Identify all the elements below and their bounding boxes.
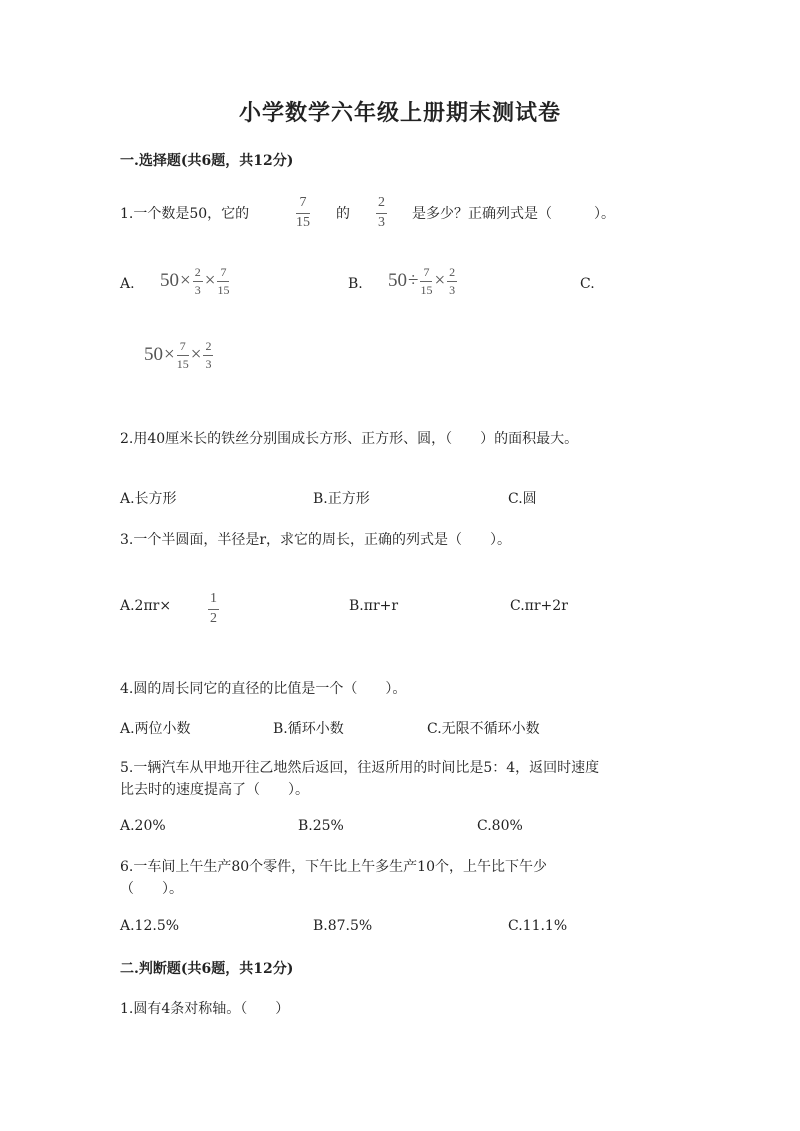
question-1-option-a-expression: [160, 266, 230, 296]
times-operator: ×: [434, 270, 446, 291]
expr-number: 50: [144, 344, 163, 365]
question-6-option-a: A.12.5%: [120, 918, 180, 934]
question-4-option-c: C.无限不循环小数: [427, 721, 540, 737]
judgment-1-text: 1.圆有4条对称轴。（ ）: [120, 1001, 290, 1017]
fraction-bar: [208, 609, 219, 610]
fraction-denominator: 3: [194, 283, 201, 297]
fraction-denominator: 15: [176, 357, 189, 371]
fraction-bar: [193, 281, 203, 282]
section-heading-judgment: 二.判断题(共6题，共12分): [120, 961, 294, 977]
question-4-option-b: B.循环小数: [273, 721, 344, 737]
fraction-numerator: 7: [299, 195, 307, 210]
fraction-bar: [447, 281, 457, 282]
expr-fraction: [217, 266, 229, 296]
fraction-numerator: 2: [449, 265, 456, 279]
section-heading-choice: 一.选择题(共6题，共12分): [120, 153, 294, 169]
fraction-bar: [177, 355, 189, 356]
question-5-text-line-2: 比去时的速度提高了（ ）。: [120, 782, 309, 798]
question-1-text-b: 的: [336, 206, 350, 222]
fraction-bar: [376, 213, 387, 214]
expr-fraction: [177, 340, 189, 370]
fraction-numerator: 7: [179, 339, 186, 353]
fraction-denominator: 15: [420, 283, 433, 297]
fraction-denominator: 3: [449, 283, 456, 297]
fraction-numerator: 7: [423, 265, 430, 279]
expr-fraction: [447, 266, 457, 296]
question-2-option-c: C.圆: [508, 491, 537, 507]
fraction-denominator: 3: [205, 357, 212, 371]
question-1-option-a-label: A.: [120, 276, 135, 292]
fraction-numerator: 2: [378, 195, 385, 210]
question-3-option-c: C.πr+2r: [510, 598, 568, 614]
question-5-option-a: A.20%: [120, 818, 166, 834]
question-1-option-c-label: C.: [580, 276, 595, 292]
fraction-denominator: 15: [217, 283, 230, 297]
expr-fraction: [193, 266, 203, 296]
question-1-fraction-7-15: [296, 196, 310, 230]
question-1-text-c: 是多少？正确列式是（ ）。: [412, 206, 615, 222]
question-6-option-b: B.87.5%: [313, 918, 373, 934]
times-operator: ×: [164, 344, 175, 365]
fraction-bar: [296, 213, 310, 214]
question-1-option-b-label: B.: [348, 276, 363, 292]
expr-fraction: [420, 266, 432, 296]
question-4-text: 4.圆的周长同它的直径的比值是一个（ ）。: [120, 681, 407, 697]
question-3-option-a-fraction: [208, 592, 219, 626]
page-title: 小学数学六年级上册期末测试卷: [238, 100, 561, 126]
times-operator: ×: [180, 270, 191, 291]
question-6-text-line-1: 6.一车间上午生产80个零件，下午比上午多生产10个，上午比下午少: [120, 859, 547, 875]
expr-number: 50: [160, 270, 179, 291]
question-6-text-line-2: （ ）。: [120, 881, 183, 897]
question-1-option-c-expression: [144, 340, 214, 370]
expr-number: 50: [388, 270, 407, 291]
question-3-option-b: B.πr+r: [349, 598, 399, 614]
times-operator: ×: [204, 270, 216, 291]
question-1-fraction-2-3: [376, 196, 387, 230]
question-5-option-c: C.80%: [477, 818, 523, 834]
question-4-option-a: A.两位小数: [120, 721, 191, 737]
question-5-option-b: B.25%: [298, 818, 344, 834]
divide-operator: ÷: [408, 270, 419, 291]
fraction-numerator: 1: [210, 591, 217, 606]
times-operator: ×: [190, 344, 202, 365]
fraction-numerator: 7: [220, 265, 227, 279]
fraction-bar: [217, 281, 229, 282]
question-2-option-b: B.正方形: [313, 491, 370, 507]
question-3-option-a: A.2πr×: [120, 598, 172, 614]
fraction-numerator: 2: [205, 339, 212, 353]
question-5-text-line-1: 5.一辆汽车从甲地开往乙地然后返回，往返所用的时间比是5：4，返回时速度: [120, 760, 600, 776]
fraction-denominator: 2: [210, 611, 217, 626]
fraction-denominator: 3: [378, 215, 385, 230]
expr-fraction: [203, 340, 213, 370]
question-1-text-a: 1.一个数是50，它的: [120, 206, 250, 222]
question-2-text: 2.用40厘米长的铁丝分别围成长方形、正方形、圆，（ ）的面积最大。: [120, 431, 579, 447]
question-2-option-a: A.长方形: [120, 491, 177, 507]
fraction-bar: [203, 355, 213, 356]
fraction-denominator: 15: [296, 215, 310, 230]
fraction-bar: [420, 281, 432, 282]
fraction-numerator: 2: [194, 265, 201, 279]
question-3-text: 3.一个半圆面，半径是r，求它的周长，正确的列式是（ ）。: [120, 532, 512, 548]
question-6-option-c: C.11.1%: [508, 918, 568, 934]
question-1-option-b-expression: [388, 266, 458, 296]
